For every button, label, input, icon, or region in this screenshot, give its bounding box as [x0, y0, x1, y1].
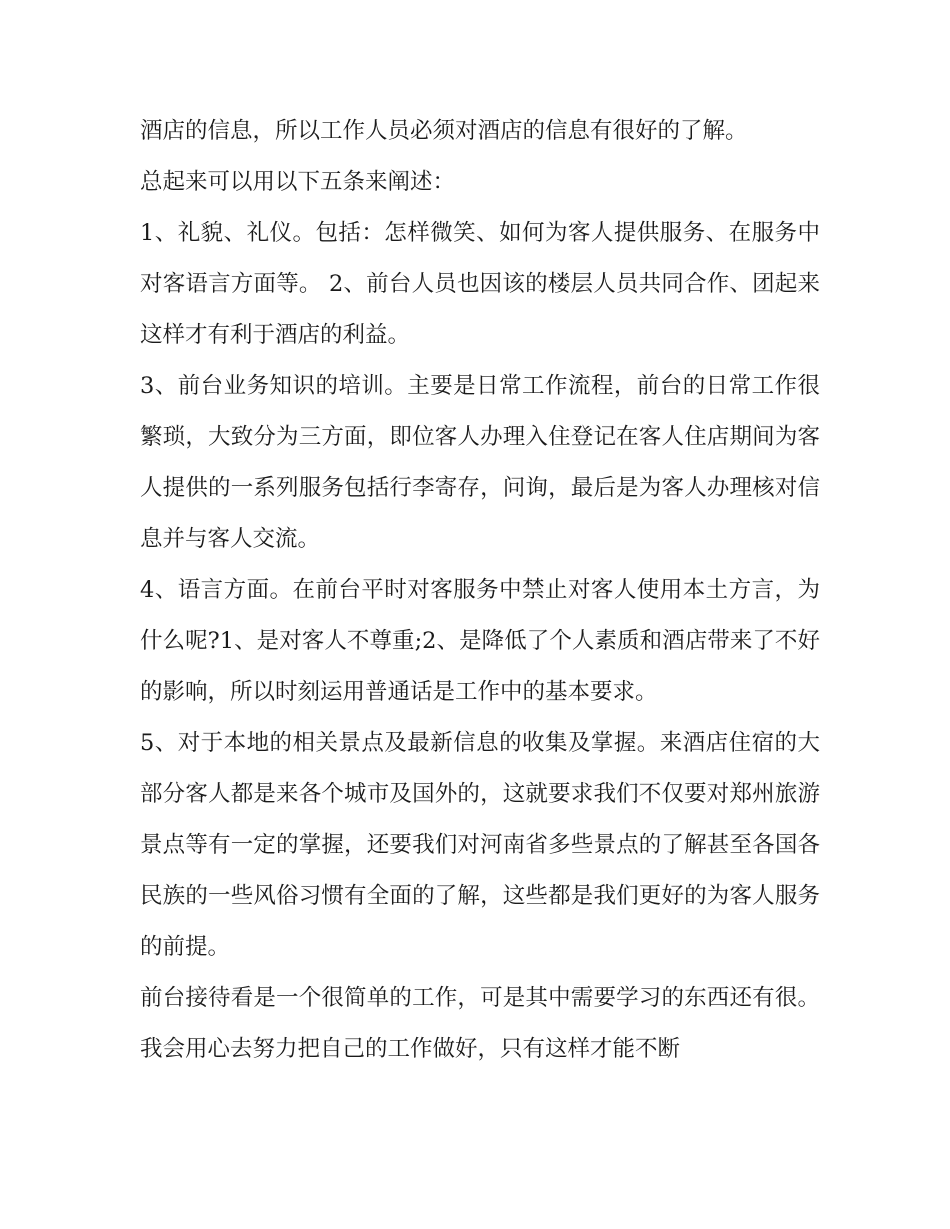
- paragraph-summary-intro: 总起来可以用以下五条来阐述：: [140, 169, 456, 195]
- paragraph-item-3: 3、前台业务知识的培训。主要是日常工作流程，前台的日常工作很繁琐，大致分为三方面，即位客人办理入住登记在客人住店期间为客人提供的一系列服务包括行李寄存，问询，最后是为客人办理核对信息并与客人交流。: [140, 373, 820, 552]
- paragraph-hotel-info: 酒店的信息，所以工作人员必须对酒店的信息有很好的了解。: [140, 118, 748, 144]
- paragraph-conclusion: 前台接待看是一个很简单的工作，可是其中需要学习的东西还有很。我会用心去努力把自己的工作做好，只有这样才能不断: [140, 985, 820, 1062]
- document-body: [140, 106, 820, 1075]
- paragraph-item-1-2: 1、礼貌、礼仪。包括：怎样微笑、如何为客人提供服务、在服务中对客语言方面等。 2、前台人员也因该的楼层人员共同合作、团起来这样才有利于酒店的利益。: [140, 220, 820, 348]
- paragraph-item-5: 5、对于本地的相关景点及最新信息的收集及掌握。来酒店住宿的大部分客人都是来各个城市及国外的，这就要求我们不仅要对郑州旅游景点等有一定的掌握，还要我们对河南省多些景点的了解甚至各国各民族的一些风俗习惯有全面的了解，这些都是我们更好的为客人服务的前提。: [140, 730, 820, 960]
- paragraph-item-4: 4、语言方面。在前台平时对客服务中禁止对客人使用本土方言，为什么呢?1、是对客人不尊重;2、是降低了个人素质和酒店带来了不好的影响，所以时刻运用普通话是工作中的基本要求。: [140, 577, 820, 705]
